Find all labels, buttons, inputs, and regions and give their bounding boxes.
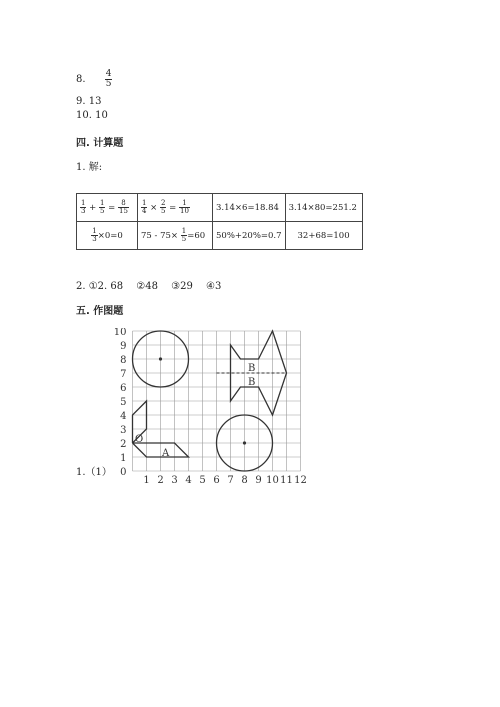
section-4-title: 四. 计算题 [76,138,124,149]
label-b-top: B [248,363,256,374]
table-row [77,222,363,250]
table-cell: 75 - 75× $\frac{1}{5}$ =60 [138,222,213,250]
table-cell: $\frac{1}{3}$ ×0=0 [77,222,138,250]
y-tick-label: 7 [120,369,127,380]
answer-9: 9. 13 [76,96,102,107]
x-tick-label: 6 [213,475,220,486]
answer-8 [76,70,112,89]
x-tick-label: 4 [185,475,192,486]
table-row [77,194,363,222]
answer-10: 10. 10 [76,110,108,121]
grid-lines [133,331,301,471]
y-tick-label: 1 [120,453,127,464]
table-cell: 3.14×6=18.84 [213,194,286,222]
table-cell: 50%+20%=0.7 [213,222,286,250]
section-5-q1-label: 1.（1） [76,467,112,478]
answer-8-fraction [105,70,113,89]
table-cell: $\frac{1}{4}$ × $\frac{2}{5}$ = $\frac{1}{10}$ [138,194,213,222]
x-tick-label: 8 [241,475,248,486]
x-tick-label: 2 [157,475,164,486]
x-tick-label: 1 [143,475,150,486]
label-a: A [162,448,170,459]
y-tick-label: 3 [120,425,127,436]
y-tick-label: 9 [120,341,127,352]
y-tick-label: 2 [120,439,127,450]
drawing-grid-figure [110,328,310,488]
section-4-q2: 2. ①2. 68 ②48 ③29 ④3 [76,281,222,292]
circle-bottom-right-center [243,441,246,444]
x-tick-label: 9 [255,475,262,486]
label-o: O [135,434,144,445]
x-tick-label: 7 [227,475,234,486]
y-tick-label: 8 [120,355,127,366]
table-cell: 3.14×80=251.2 [285,194,362,222]
section-5-title: 五. 作图题 [76,306,124,317]
table-cell: $\frac{1}{3}$ + $\frac{1}{5}$ = $\frac{8}{15}$ [77,194,138,222]
x-tick-label: 12 [294,475,307,486]
y-tick-label: 0 [120,467,127,478]
y-tick-label: 6 [120,383,127,394]
label-b-bottom: B [248,377,256,388]
x-tick-label: 3 [171,475,178,486]
x-tick-label: 11 [280,475,293,486]
y-tick-label: 10 [113,328,127,338]
circle-top-left-center [159,357,162,360]
y-tick-label: 4 [120,411,127,422]
answer-8-label: 8. [76,74,86,85]
x-axis-tick-labels [143,475,307,486]
answer-8-denominator: 5 [105,79,112,89]
y-tick-label: 5 [120,397,127,408]
table-cell: 32+68=100 [285,222,362,250]
section-4-q1-label: 1. 解: [76,162,103,173]
calculation-table [76,193,363,250]
y-axis-tick-labels [114,328,127,478]
answer-8-numerator: 4 [105,69,112,79]
x-tick-label: 5 [199,475,206,486]
x-tick-label: 10 [266,475,279,486]
